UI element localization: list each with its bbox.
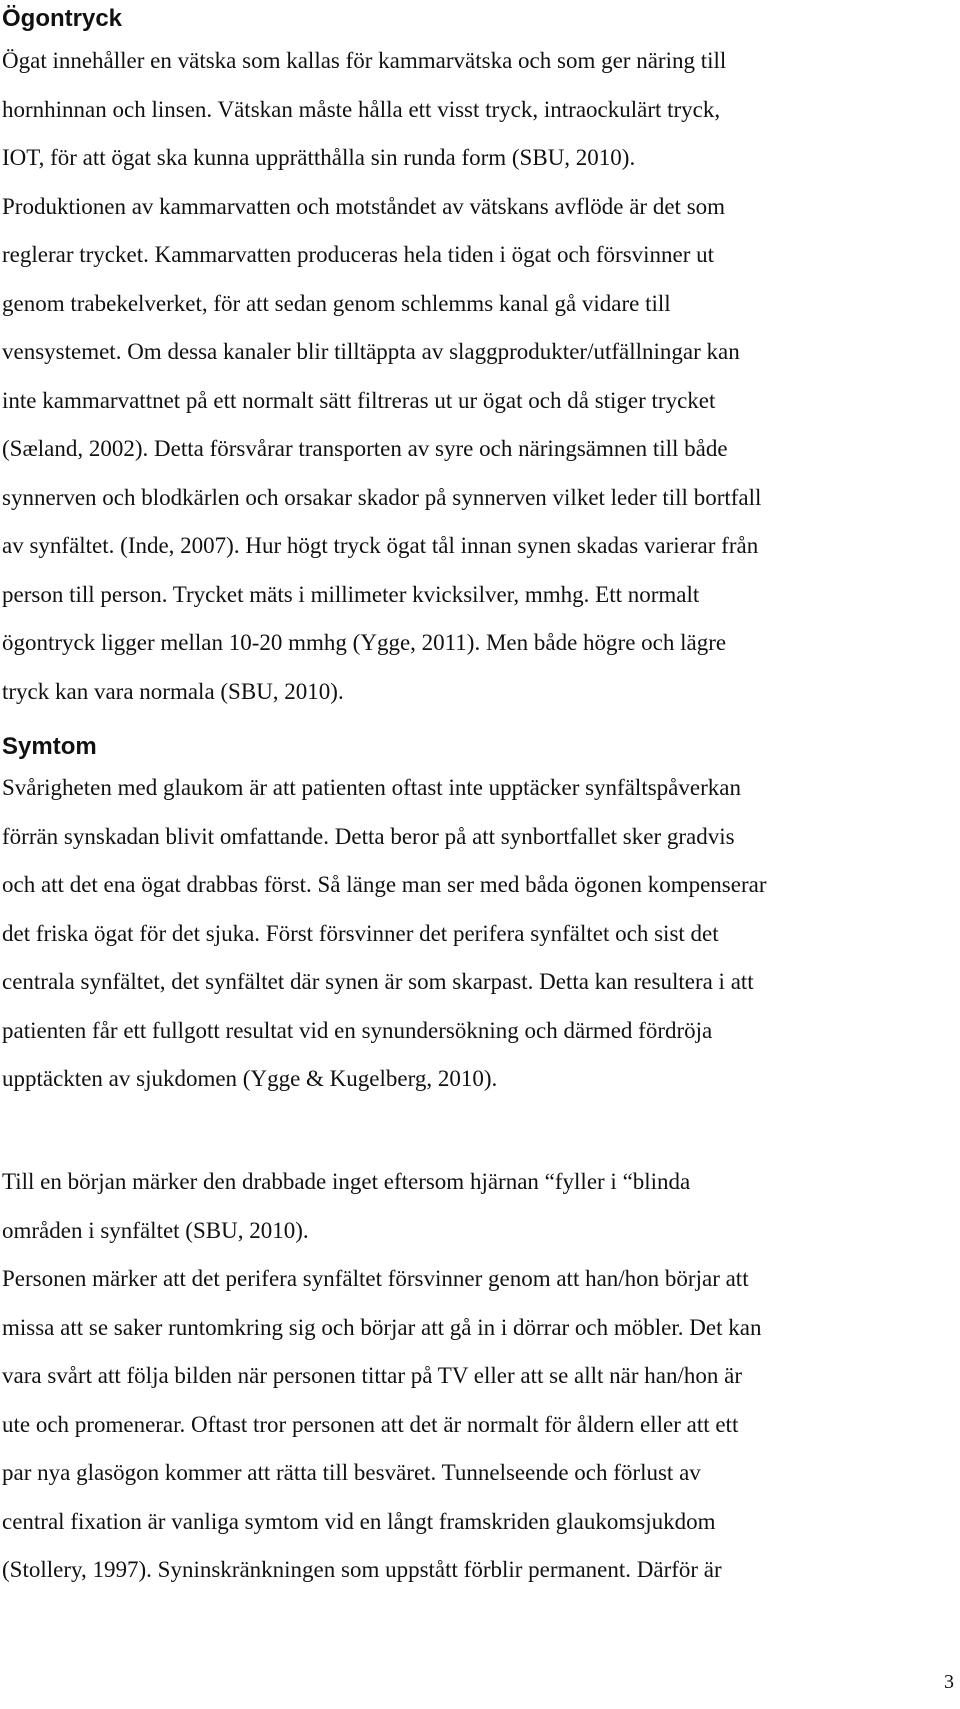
text-line: central fixation är vanliga symtom vid en långt framskriden glaukomsjukdom <box>2 1508 716 1534</box>
text-line: upptäckten av sjukdomen (Ygge & Kugelberg, 2010). <box>2 1066 498 1091</box>
text-line: Till en början märker den drabbade inget eftersom hjärnan “fyller i “blinda <box>2 1169 691 1194</box>
text-line: centrala synfältet, det synfältet där synen är som skarpast. Detta kan resultera i att <box>2 969 754 994</box>
text-line: det friska ögat för det sjuka. Först försvinner det perifera synfältet och sist det <box>2 920 719 946</box>
text-line: Personen märker att det perifera synfältet försvinner genom att han/hon börjar att <box>2 1266 749 1291</box>
text-line: förrän synskadan blivit omfattande. Detta beror på att synbortfallet sker gradvis <box>2 823 735 849</box>
text-line: person till person. Trycket mäts i millimeter kvicksilver, mmhg. Ett normalt <box>2 581 700 607</box>
paragraph-ogontryck <box>2 37 761 716</box>
text-line: synnerven och blodkärlen och orsakar skador på synnerven vilket leder till bortfall <box>2 484 762 510</box>
text-line: par nya glasögon kommer att rätta till besväret. Tunnelseende och förlust av <box>2 1460 701 1485</box>
text-line: hornhinnan och linsen. Vätskan måste hålla ett visst tryck, intraockulärt tryck, <box>2 96 721 122</box>
text-line: (Sæland, 2002). Detta försvårar transporten av syre och näringsämnen till både <box>2 436 728 461</box>
page-number: 3 <box>944 1671 954 1693</box>
text-line: och att det ena ögat drabbas först. Så länge man ser med båda ögonen kompenserar <box>2 872 767 897</box>
section-heading-symtom: Symtom <box>2 733 97 760</box>
text-line: Ögat innehåller en vätska som kallas för kammarvätska och som ger näring till <box>2 48 727 73</box>
text-line: (Stollery, 1997). Syninskränkningen som uppstått förblir permanent. Därför är <box>2 1557 722 1582</box>
text-line: patienten får ett fullgott resultat vid en synundersökning och därmed fördröja <box>2 1017 713 1043</box>
text-line: Svårigheten med glaukom är att patienten oftast inte upptäcker synfältspåverkan <box>2 775 741 800</box>
text-line: vensystemet. Om dessa kanaler blir tilltäppta av slaggprodukter/utfällningar kan <box>2 339 740 364</box>
text-line: vara svårt att följa bilden när personen tittar på TV eller att se allt när han/hon är <box>2 1363 742 1388</box>
paragraph-symtom-1 <box>2 764 766 1104</box>
text-line: missa att se saker runtomkring sig och börjar att gå in i dörrar och möbler. Det kan <box>2 1314 762 1340</box>
text-line: tryck kan vara normala (SBU, 2010). <box>2 678 344 704</box>
text-line: Produktionen av kammarvatten och motståndet av vätskans avflöde är det som <box>2 193 726 219</box>
text-line: inte kammarvattnet på ett normalt sätt filtreras ut ur ögat och då stiger trycket <box>2 387 716 413</box>
text-line: ute och promenerar. Oftast tror personen att det är normalt för åldern eller att ett <box>2 1411 739 1437</box>
section-heading-ogontryck: Ögontryck <box>2 5 123 32</box>
text-line: reglerar trycket. Kammarvatten produceras hela tiden i ögat och försvinner ut <box>2 242 715 267</box>
text-line: genom trabekelverket, för att sedan genom schlemms kanal gå vidare till <box>2 290 671 316</box>
text-line: IOT, för att ögat ska kunna upprätthålla sin runda form (SBU, 2010). <box>2 145 636 170</box>
text-line: av synfältet. (Inde, 2007). Hur högt tryck ögat tål innan synen skadas varierar från <box>2 533 759 558</box>
paragraph-symtom-2 <box>2 1158 761 1595</box>
text-line: ögontryck ligger mellan 10-20 mmhg (Ygge, 2011). Men både högre och lägre <box>2 630 727 655</box>
text-line: områden i synfältet (SBU, 2010). <box>2 1217 309 1243</box>
